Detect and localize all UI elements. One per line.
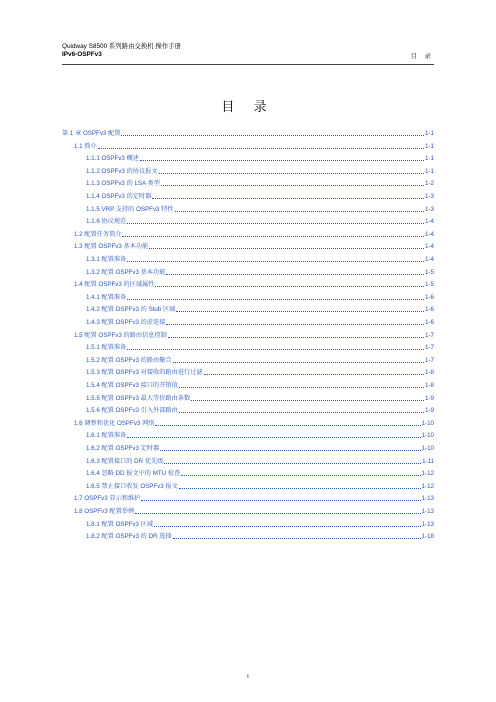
toc-entry-page: 1-6 xyxy=(425,306,434,314)
toc-entry[interactable] xyxy=(86,455,434,466)
toc-entry-title: 1.5.3 配置 OSPFv3 对接收的路由进行过滤 xyxy=(86,369,203,377)
toc-entry-title: 1.2 配置任务简介 xyxy=(74,230,122,238)
toc-entry-title: 1.4.1 配置准备 xyxy=(86,293,127,301)
toc-entry-title: 1.1.3 OSPFv3 的 LSA 类型 xyxy=(86,180,160,188)
toc-entry-title: 1.7 OSPFv3 显示和维护 xyxy=(74,495,141,503)
toc-entry-page: 1-12 xyxy=(421,482,434,490)
toc-entry-title: 1.1.4 OSPFv3 的定时器 xyxy=(86,193,152,200)
toc-entry-page: 1-5 xyxy=(425,268,434,276)
toc-entry[interactable] xyxy=(86,341,434,352)
toc-dot-leader xyxy=(176,311,424,312)
header-manual-title: Quidway S8500 系列路由交换机 操作手册 xyxy=(62,43,181,50)
toc-dot-leader xyxy=(181,475,420,476)
header-module-name: IPv6-OSPFv3 xyxy=(62,51,102,58)
toc-dot-leader xyxy=(154,526,421,527)
toc-entry-page: 1-3 xyxy=(425,205,434,213)
header-divider xyxy=(62,64,434,65)
toc-dot-leader xyxy=(179,412,424,413)
toc-entry[interactable] xyxy=(74,240,434,251)
toc-entry[interactable] xyxy=(86,379,434,390)
toc-entry[interactable] xyxy=(86,467,434,478)
toc-dot-leader xyxy=(161,185,424,186)
toc-entry-title: 1.5.2 配置 OSPFv3 的路由聚合 xyxy=(86,356,172,364)
toc-entry-page: 1-1 xyxy=(425,130,434,137)
toc-entry-page: 1-18 xyxy=(421,533,434,541)
toc-dot-leader xyxy=(141,500,420,501)
toc-entry-title: 1.3.1 配置准备 xyxy=(86,256,127,263)
toc-entry[interactable] xyxy=(86,291,434,302)
toc-dot-leader xyxy=(166,324,424,325)
toc-entry-title: 1.1.6 协议规范 xyxy=(86,218,127,226)
toc-entry-page: 1-9 xyxy=(425,394,434,402)
toc-entry[interactable] xyxy=(86,354,434,365)
toc-dot-leader xyxy=(98,148,424,149)
toc-entry-title: 1.4.3 配置 OSPFv3 的虚连接 xyxy=(86,319,166,326)
toc-entry-title: 1.3.2 配置 OSPFv3 基本功能 xyxy=(86,268,166,276)
page-number: i xyxy=(247,674,249,680)
toc-dot-leader xyxy=(152,198,424,199)
toc-entry-title: 1.6.3 配置接口的 DR 优先级 xyxy=(86,457,164,465)
toc-dot-leader xyxy=(204,374,424,375)
toc-dot-leader xyxy=(155,425,420,426)
toc-dot-leader xyxy=(179,488,421,489)
toc-entry-title: 1.8.1 配置 OSPFv3 区域 xyxy=(86,520,154,528)
toc-entry-title: 第 1 章 OSPFv3 配置 xyxy=(62,130,121,137)
toc-entry[interactable] xyxy=(86,303,434,314)
toc-entry-title: 1.1 简介 xyxy=(74,142,97,150)
toc-entry-page: 1-12 xyxy=(421,470,434,478)
toc-entry-page: 1-8 xyxy=(425,369,434,377)
toc-entry-title: 1.6.2 配置 OSPFv3 定时器 xyxy=(86,445,160,452)
toc-dot-leader xyxy=(127,223,424,224)
toc-entry-title: 1.4 配置 OSPFv3 的区域属性 xyxy=(74,281,155,289)
toc-entry-title: 1.1.1 OSPFv3 概述 xyxy=(86,155,139,163)
toc-entry[interactable] xyxy=(86,253,434,264)
page-header xyxy=(62,43,434,65)
toc-entry[interactable] xyxy=(86,152,434,163)
toc-entry-page: 1-1 xyxy=(425,155,434,163)
toc-entry-title: 1.5 配置 OSPFv3 的路由信息控制 xyxy=(74,331,167,339)
toc-dot-leader xyxy=(127,261,424,262)
toc-entry[interactable] xyxy=(86,530,434,541)
toc-entry[interactable] xyxy=(86,518,434,529)
toc-dot-leader xyxy=(149,248,424,249)
toc-entry-page: 1-1 xyxy=(425,142,434,150)
toc-entry-page: 1-4 xyxy=(425,218,434,226)
toc-dot-leader xyxy=(159,173,425,174)
toc-entry-page: 1-2 xyxy=(425,180,434,188)
toc-entry[interactable] xyxy=(74,492,434,503)
toc-entry[interactable] xyxy=(74,329,434,340)
toc-entry-page: 1-4 xyxy=(425,230,434,238)
toc-entry[interactable] xyxy=(86,177,434,188)
toc-entry[interactable] xyxy=(86,442,434,453)
toc-entry[interactable] xyxy=(74,417,434,428)
toc-entry-page: 1-9 xyxy=(425,407,434,415)
toc-entry-page: 1-5 xyxy=(425,281,434,289)
toc-entry[interactable] xyxy=(62,127,434,138)
toc-dot-leader xyxy=(173,538,421,539)
toc-dot-leader xyxy=(166,274,424,275)
toc-entry-page: 1-8 xyxy=(425,382,434,389)
toc-entry-page: 1-3 xyxy=(425,193,434,200)
toc-entry[interactable] xyxy=(86,316,434,327)
toc-dot-leader xyxy=(155,286,424,287)
toc-entry-title: 1.5.1 配置准备 xyxy=(86,344,127,352)
toc-dot-leader xyxy=(121,135,424,136)
toc-entry[interactable] xyxy=(74,278,434,289)
toc-dot-leader xyxy=(160,450,420,451)
toc-entry[interactable] xyxy=(86,165,434,176)
toc-entry-title: 1.1.2 OSPFv3 的协议报文 xyxy=(86,167,158,175)
toc-entry-title: 1.3 配置 OSPFv3 基本功能 xyxy=(74,243,149,251)
toc-entry-title: 1.6.5 禁止接口收发 OSPFv3 报文 xyxy=(86,482,178,490)
toc-entry-title: 1.5.4 配置 OSPFv3 接口的开销值 xyxy=(86,382,178,389)
toc-entry[interactable] xyxy=(74,505,434,516)
toc-entry-title: 1.6 调整和优化 OSPFv3 网络 xyxy=(74,419,155,427)
toc-entry-title: 1.6.1 配置准备 xyxy=(86,432,127,440)
toc-entry-page: 1-4 xyxy=(425,256,434,263)
toc-entry[interactable] xyxy=(86,392,434,403)
toc-entry[interactable] xyxy=(74,140,434,151)
toc-entry-title: 1.8 OSPFv3 配置举例 xyxy=(74,508,135,515)
toc-dot-leader xyxy=(168,337,424,338)
toc-entry-page: 1-1 xyxy=(425,167,434,175)
toc-dot-leader xyxy=(127,437,420,438)
toc-entry-page: 1-6 xyxy=(425,293,434,301)
toc-dot-leader xyxy=(173,362,424,363)
toc-entry-title: 1.6.4 忽略 DD 报文中的 MTU 检查 xyxy=(86,470,181,478)
toc-entry-page: 1-7 xyxy=(425,331,434,339)
toc-dot-leader xyxy=(135,513,420,514)
toc-entry-page: 1-7 xyxy=(425,344,434,352)
toc-entry-page: 1-13 xyxy=(421,495,434,503)
toc-entry-page: 1-6 xyxy=(425,319,434,326)
toc-dot-leader xyxy=(140,160,424,161)
toc-entry-title: 1.4.2 配置 OSPFv3 的 Stub 区域 xyxy=(86,306,176,314)
toc-dot-leader xyxy=(127,349,424,350)
toc-entry[interactable] xyxy=(74,228,434,239)
toc-entry-page: 1-4 xyxy=(425,243,434,251)
toc-entry-page: 1-10 xyxy=(421,419,434,427)
toc-entry-title: 1.1.5 VRP 支持的 OSPFv3 特性 xyxy=(86,205,174,213)
toc-entry[interactable] xyxy=(86,480,434,491)
toc-entry[interactable] xyxy=(86,190,434,201)
toc-entry[interactable] xyxy=(86,404,434,415)
toc-dot-leader xyxy=(179,387,424,388)
toc-entry-title: 1.8.2 配置 OSPFv3 的 DR 选择 xyxy=(86,533,172,541)
toc-entry-page: 1-11 xyxy=(422,457,434,465)
toc-entry[interactable] xyxy=(86,429,434,440)
toc-entry-page: 1-7 xyxy=(425,356,434,364)
page-title: 目 录 xyxy=(221,99,275,114)
toc-entry[interactable] xyxy=(86,366,434,377)
toc-entry-title: 1.5.6 配置 OSPFv3 引入外部路由 xyxy=(86,407,178,415)
toc-entry-page: 1-13 xyxy=(421,520,434,528)
toc-entry-title: 1.5.5 配置 OSPFv3 最大等价路由条数 xyxy=(86,394,191,402)
toc-entry-page: 1-10 xyxy=(421,432,434,440)
toc-entry-page: 1-10 xyxy=(421,445,434,452)
toc-entry[interactable] xyxy=(86,203,434,214)
toc-entry[interactable] xyxy=(86,266,434,277)
toc-dot-leader xyxy=(191,400,424,401)
toc-dot-leader xyxy=(122,236,424,237)
header-section-label: 目 录 xyxy=(410,53,434,60)
toc-entry-page: 1-13 xyxy=(421,508,434,515)
toc-dot-leader xyxy=(175,211,424,212)
toc-entry[interactable] xyxy=(86,215,434,226)
toc-dot-leader xyxy=(127,299,424,300)
toc-dot-leader xyxy=(164,463,421,464)
